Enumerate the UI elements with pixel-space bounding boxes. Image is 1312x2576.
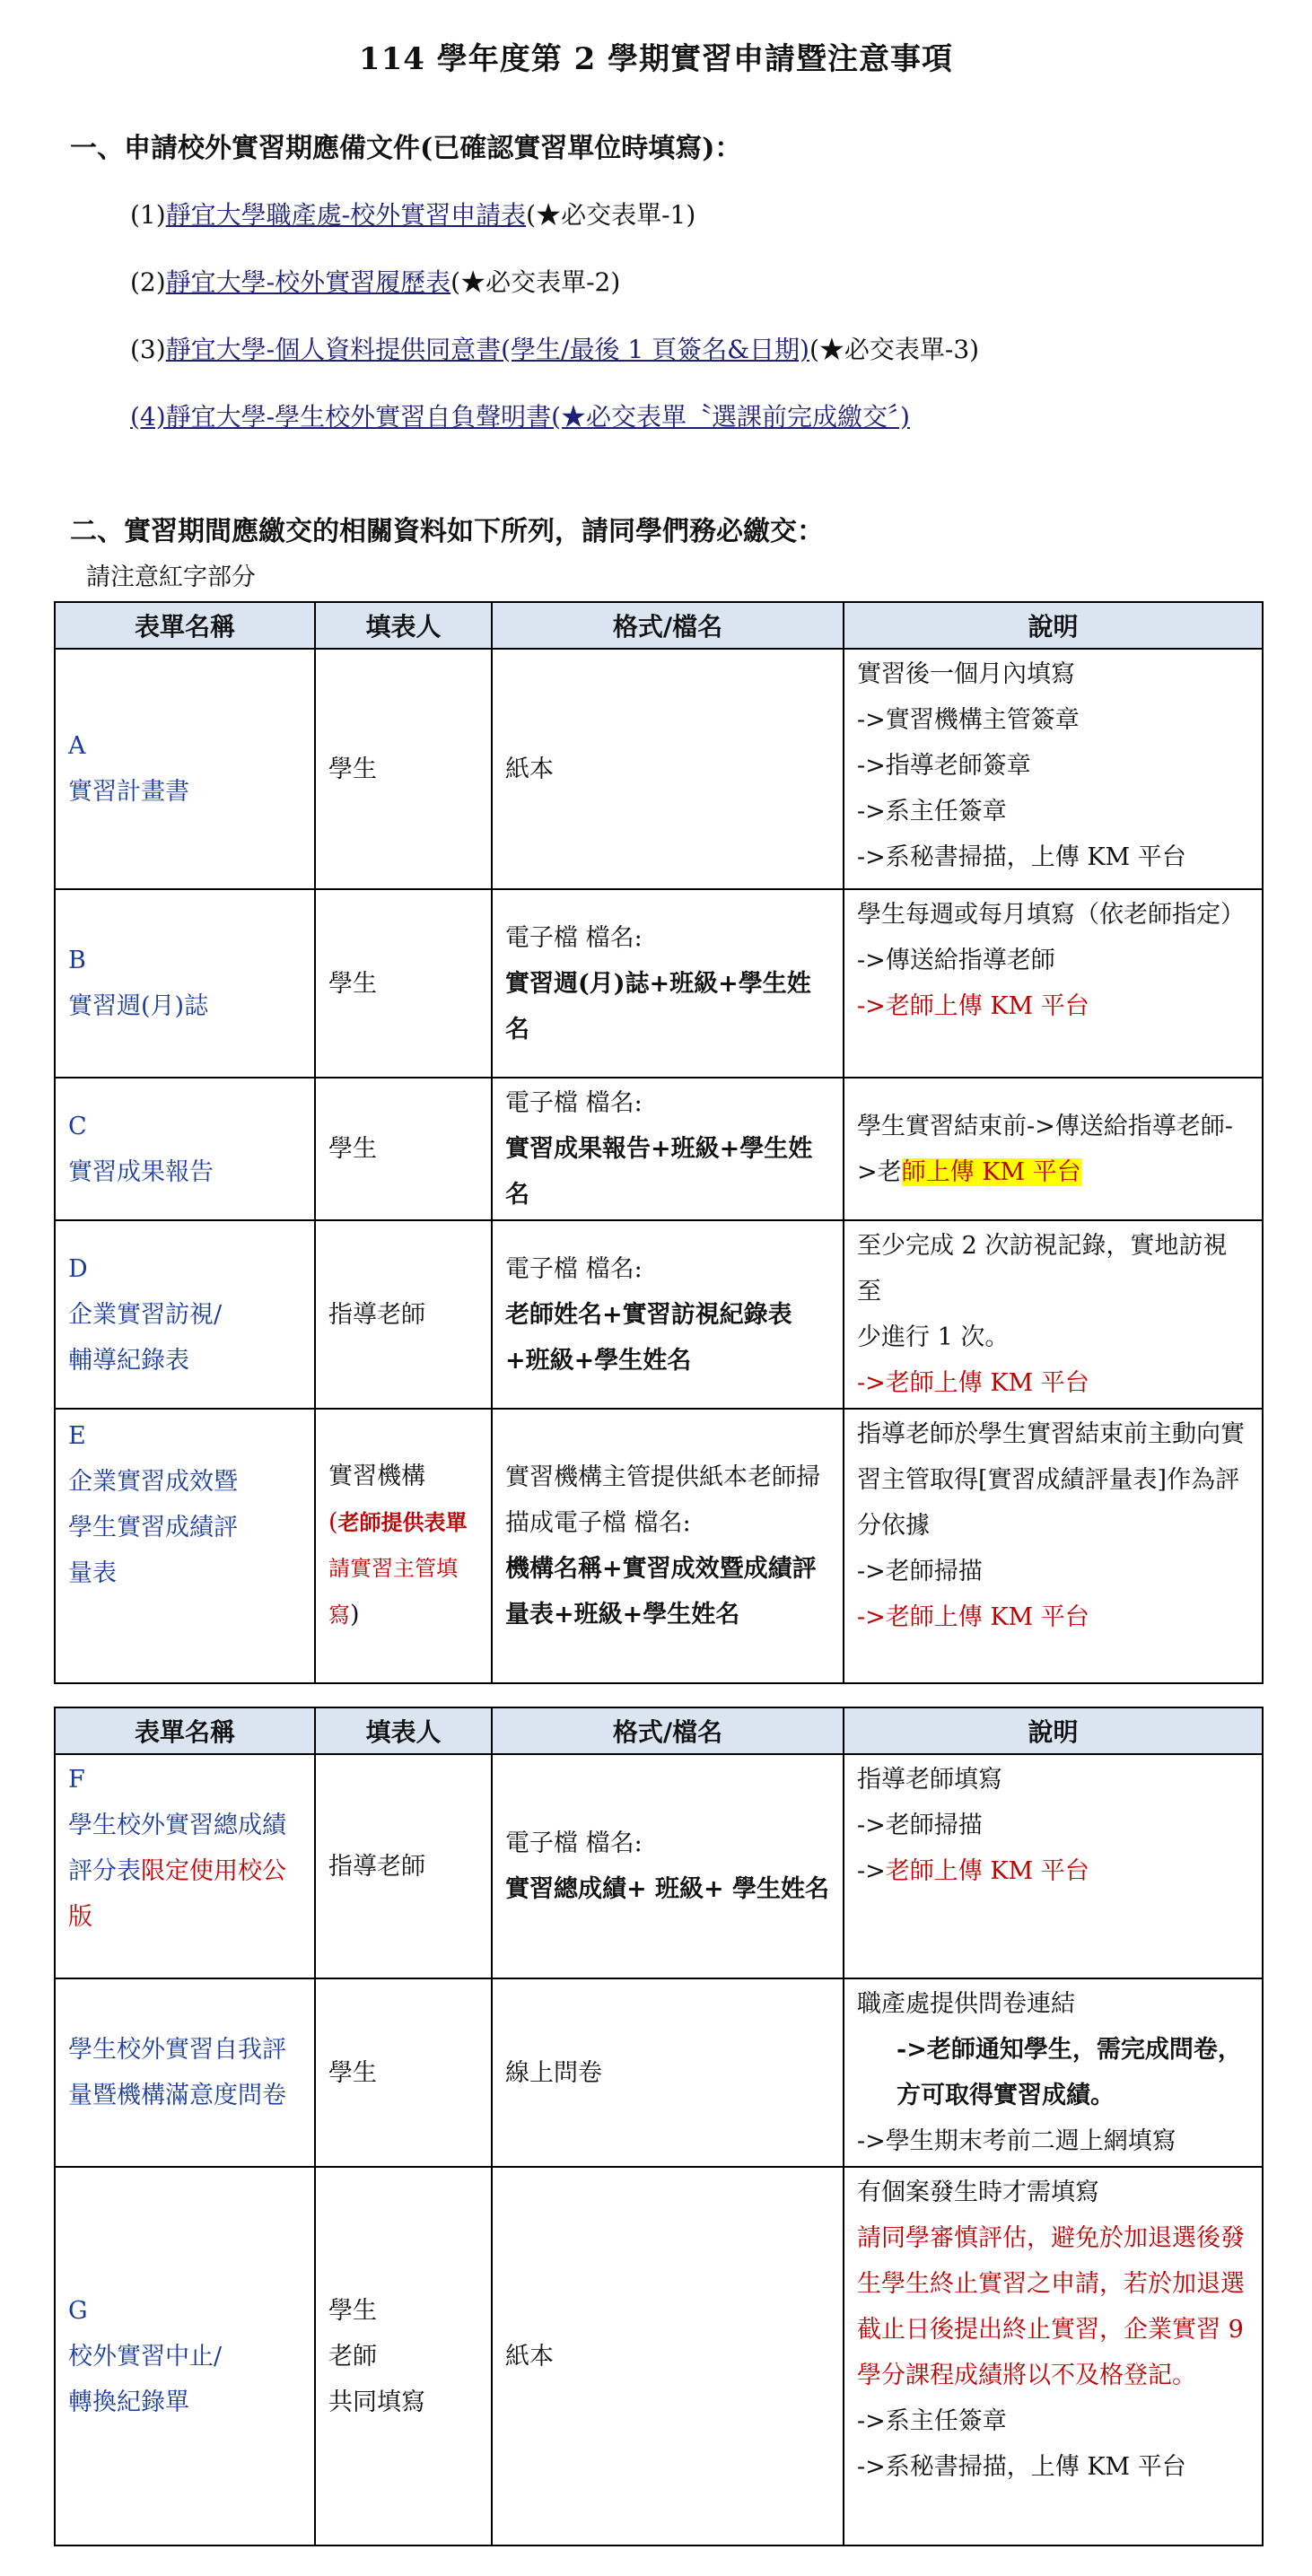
desc-line: ->系主任簽章 xyxy=(857,2407,1007,2435)
format-cell xyxy=(492,889,844,1078)
form-code: D xyxy=(68,1254,88,1283)
form-name: 實習成果報告 xyxy=(68,1157,214,1186)
form-name-cell xyxy=(55,649,315,889)
desc-line: ->實習機構主管簽章 xyxy=(857,706,1080,734)
format-cell xyxy=(492,1754,844,1978)
header-filler: 填表人 xyxy=(315,602,492,649)
doc-item-4 xyxy=(130,397,910,433)
form-name-cell xyxy=(55,2167,315,2545)
section2-heading: 二、實習期間應繳交的相關資料如下所列，請同學們務必繳交： xyxy=(70,516,824,547)
form-name: 學生實習成績評 xyxy=(68,1514,238,1541)
desc-red-text: 老師上傳 KM 平台 xyxy=(885,1857,1089,1885)
filename-pattern: 老師姓名+實習訪視紀錄表+班級+學生姓名 xyxy=(505,1300,792,1375)
header-filler: 填表人 xyxy=(315,1707,492,1754)
filler-cell: 學生 xyxy=(315,1078,492,1220)
filename-pattern: 實習週(月)誌+班級+學生姓名 xyxy=(505,969,811,1043)
desc-text: 學生實習結束前->傳送給指導老師->老 xyxy=(857,1112,1233,1186)
header-description: 說明 xyxy=(844,1707,1263,1754)
table-header-row xyxy=(55,602,1263,649)
desc-line: ->老師掃描 xyxy=(857,1812,983,1839)
desc-red-warning: 請同學審慎評估，避免於加退選後發生學生終止實習之申請，若於加退選截止日後提出終止實習，企業實習 9 學分課程成績將以不及格登記。 xyxy=(857,2224,1245,2389)
format-text: 電子檔 檔名: xyxy=(505,1089,643,1117)
filler-cell: 實習機構 (老師提供表單請實習主管填寫) xyxy=(315,1409,492,1683)
doc-link-consent-form[interactable]: 靜宜大學-個人資料提供同意書(學生/最後 1 頁簽名&日期) xyxy=(165,335,809,364)
table-row xyxy=(55,1220,1263,1409)
header-format: 格式/檔名 xyxy=(492,602,844,649)
description-cell xyxy=(844,1978,1263,2167)
table-row xyxy=(55,1754,1263,1978)
desc-line: 指導老師於學生實習結束前主動向實習主管取得[實習成績評量表]作為評分依據 xyxy=(857,1420,1245,1540)
desc-red-text: 老師上傳 KM 平台 xyxy=(885,992,1089,1020)
description-cell xyxy=(844,649,1263,889)
filename-pattern: 機構名稱+實習成效暨成績評量表+班級+學生姓名 xyxy=(505,1555,817,1629)
form-code: C xyxy=(68,1112,87,1140)
form-name: 量表 xyxy=(68,1559,117,1587)
form-code: B xyxy=(68,947,86,974)
filler-cell: 學生 xyxy=(315,1978,492,2167)
doc-item-prefix: (3) xyxy=(130,335,166,364)
desc-highlight: 師上傳 KM 平台 xyxy=(901,1157,1081,1186)
header-form-name: 表單名稱 xyxy=(55,1707,315,1754)
doc-item-1 xyxy=(130,196,695,231)
table-header-row xyxy=(55,1707,1263,1754)
form-name-cell xyxy=(55,1220,315,1409)
table-row xyxy=(55,2167,1263,2545)
doc-item-3 xyxy=(130,330,979,366)
doc-link-resume[interactable]: 靜宜大學-校外實習履歷表 xyxy=(165,267,451,297)
filler-cell xyxy=(315,2167,492,2545)
doc-item-suffix: (★必交表單-2) xyxy=(450,267,621,297)
form-name-cell xyxy=(55,1754,315,1978)
desc-arrow: -> xyxy=(857,1857,886,1885)
form-name: 學生校外實習總成績評分表 xyxy=(68,1812,286,1885)
description-cell xyxy=(844,889,1263,1078)
form-code: E xyxy=(68,1422,86,1450)
header-description: 說明 xyxy=(844,602,1263,649)
form-name: 轉換紀錄單 xyxy=(68,2388,189,2416)
form-name-red-note: 限定使用校公版 xyxy=(68,1857,286,1931)
requirements-table-1 xyxy=(54,601,1264,1684)
filler-text: 實習機構 xyxy=(328,1463,425,1490)
form-name: 企業實習訪視/ xyxy=(68,1300,223,1329)
filler-cell: 學生 xyxy=(315,649,492,889)
form-name: 實習週(月)誌 xyxy=(68,992,209,1020)
table-row xyxy=(55,1078,1263,1220)
format-cell: 線上問卷 xyxy=(492,1978,844,2167)
desc-line: 職產處提供問卷連結 xyxy=(857,1990,1075,2018)
desc-line: 有個案發生時才需填寫 xyxy=(857,2179,1099,2206)
format-text: 電子檔 檔名: xyxy=(505,1829,643,1857)
doc-item-prefix: (1) xyxy=(130,200,166,230)
desc-line: ->傳送給指導老師 xyxy=(857,947,1055,974)
desc-red-text: 老師上傳 KM 平台 xyxy=(885,1369,1089,1397)
format-text: 電子檔 檔名: xyxy=(505,923,643,952)
filler-red-note: 老師提供表單 xyxy=(337,1509,468,1535)
description-cell xyxy=(844,1220,1263,1409)
desc-red-text: 老師上傳 KM 平台 xyxy=(885,1603,1089,1631)
desc-line: 至少完成 2 次訪視記錄，實地訪視至 xyxy=(857,1232,1228,1305)
section1-heading: 一、申請校外實習期應備文件(已確認實習單位時填寫)： xyxy=(70,133,742,164)
desc-line: 指導老師填寫 xyxy=(857,1766,1002,1794)
desc-line: 少進行 1 次。 xyxy=(857,1323,1010,1351)
filler-cell: 學生 xyxy=(315,889,492,1078)
page-title: 114 學年度第 2 學期實習申請暨注意事項 xyxy=(358,41,954,77)
desc-line: ->系主任簽章 xyxy=(857,798,1007,825)
red-text-note: 請注意紅字部分 xyxy=(86,563,256,591)
format-cell: 紙本 xyxy=(492,2167,844,2545)
header-form-name: 表單名稱 xyxy=(55,602,315,649)
format-cell xyxy=(492,1220,844,1409)
doc-link-application-form[interactable]: 靜宜大學職產處-校外實習申請表 xyxy=(165,200,527,230)
doc-item-suffix: (★必交表單-3) xyxy=(809,335,980,364)
desc-line: ->系秘書掃描，上傳 KM 平台 xyxy=(857,843,1186,871)
form-name: 校外實習中止/ xyxy=(68,2342,223,2371)
header-format: 格式/檔名 xyxy=(492,1707,844,1754)
table-row xyxy=(55,889,1263,1078)
form-name-cell xyxy=(55,889,315,1078)
form-name: 實習計畫書 xyxy=(68,778,189,806)
requirements-table-2 xyxy=(54,1707,1264,2546)
format-text: 電子檔 檔名: xyxy=(505,1254,643,1283)
description-cell xyxy=(844,1754,1263,1978)
desc-arrow: -> xyxy=(857,1603,886,1631)
filler-text: 學生 xyxy=(328,2296,377,2325)
form-name-cell xyxy=(55,1409,315,1683)
form-code: G xyxy=(68,2296,88,2325)
desc-line: 學生每週或每月填寫（依老師指定） xyxy=(857,901,1245,929)
form-name: 輔導紀錄表 xyxy=(68,1346,189,1375)
doc-item-suffix: (★必交表單-1) xyxy=(526,200,696,230)
desc-line: ->系秘書掃描，上傳 KM 平台 xyxy=(857,2453,1186,2481)
format-text: 實習機構主管提供紙本老師掃描成電子檔 檔名: xyxy=(505,1463,820,1537)
desc-arrow: -> xyxy=(857,1369,886,1397)
doc-link-self-responsibility-statement[interactable]: (4)靜宜大學-學生校外實習自負聲明書(★必交表單〝選課前完成繳交〞) xyxy=(130,402,910,432)
format-cell: 紙本 xyxy=(492,649,844,889)
description-cell xyxy=(844,1409,1263,1683)
format-cell xyxy=(492,1078,844,1220)
filler-cell: 指導老師 xyxy=(315,1754,492,1978)
filler-note: 請實習主管填寫 xyxy=(328,1556,458,1628)
doc-item-2 xyxy=(130,263,620,299)
description-cell xyxy=(844,1078,1263,1220)
table-row xyxy=(55,1409,1263,1683)
table-row xyxy=(55,1978,1263,2167)
form-code: F xyxy=(68,1766,85,1794)
form-name: 企業實習成效暨 xyxy=(68,1468,238,1496)
desc-arrow: -> xyxy=(857,992,886,1020)
filler-text: 共同填寫 xyxy=(328,2388,425,2416)
form-code: A xyxy=(68,732,86,760)
filler-text: 老師 xyxy=(328,2342,377,2371)
form-name-cell xyxy=(55,1078,315,1220)
filename-pattern: 實習總成績+ 班級+ 學生姓名 xyxy=(505,1875,830,1903)
format-cell xyxy=(492,1409,844,1683)
desc-line: 實習後一個月內填寫 xyxy=(857,660,1075,688)
desc-bold-line: ->老師通知學生，需完成問卷，方可取得實習成績。 xyxy=(897,2036,1242,2109)
filler-cell: 指導老師 xyxy=(315,1220,492,1409)
filename-pattern: 實習成果報告+班級+學生姓名 xyxy=(505,1135,813,1209)
doc-item-prefix: (2) xyxy=(130,267,166,297)
desc-line: ->學生期末考前二週上網填寫 xyxy=(857,2127,1176,2155)
description-cell xyxy=(844,2167,1263,2545)
desc-line: ->老師掃描 xyxy=(857,1558,983,1585)
desc-line: ->指導老師簽章 xyxy=(857,752,1031,780)
form-name-cell: 學生校外實習自我評量暨機構滿意度問卷 xyxy=(55,1978,315,2167)
table-row xyxy=(55,649,1263,889)
